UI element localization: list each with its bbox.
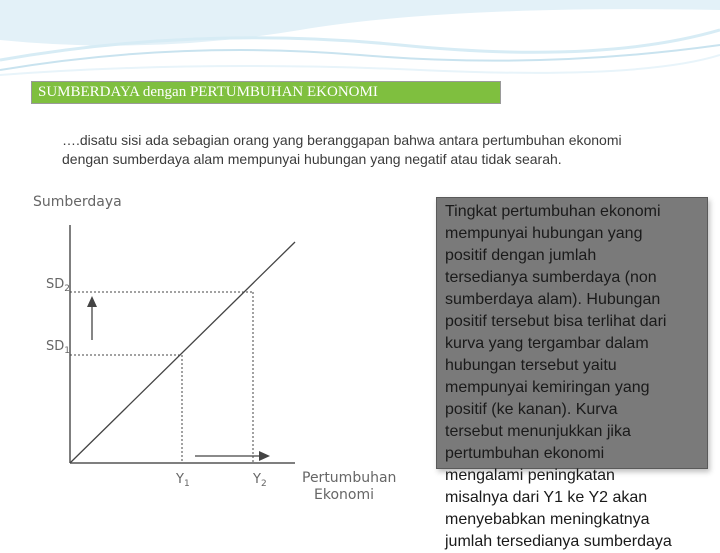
note-line: positif tersebut bisa terlihat dari — [445, 313, 667, 330]
note-line: jumlah tersedianya sumberdaya — [445, 533, 672, 550]
intro-text: ….disatu sisi ada sebagian orang yang beranggapan bahwa antara pertumbuhan ekonomi dengan sumberdaya alam mempunyai hubungan yang negatif atau tidak searah. — [62, 132, 622, 167]
slide-title: SUMBERDAYA dengan PERTUMBUHAN EKONOMI — [38, 84, 378, 100]
diagram-background — [30, 190, 420, 508]
note-line: mempunyai kemiringan yang — [445, 379, 650, 396]
note-line: mempunyai hubungan yang — [445, 225, 643, 242]
title-bar — [31, 81, 501, 104]
decorative-background — [0, 0, 720, 90]
note-line: hubungan tersebut yaitu — [445, 357, 617, 374]
note-line: tersebut menunjukkan jika — [445, 423, 631, 440]
note-line: sumberdaya alam). Hubungan — [445, 291, 661, 308]
note-line: tersedianya sumberdaya (non — [445, 269, 657, 286]
y-axis-label: Sumberdaya — [33, 194, 122, 210]
deco-wave-line-3 — [0, 55, 720, 75]
note-line: misalnya dari Y1 ke Y2 akan — [445, 489, 648, 506]
y2-label: $Y_2$ — [253, 472, 267, 489]
sd2-label: $SD_2$ — [46, 277, 70, 294]
deco-wave-light — [0, 0, 720, 46]
note-line: mengalami peningkatan — [445, 467, 615, 484]
note-line: kurva yang tergambar dalam — [445, 335, 649, 352]
x-axis-label-line1: Pertumbuhan — [302, 470, 397, 486]
note-line: Tingkat pertumbuhan ekonomi — [445, 203, 661, 220]
note-line: pertumbuhan ekonomi — [445, 445, 605, 462]
note-line: positif (ke kanan). Kurva — [445, 401, 618, 418]
note-text — [445, 201, 715, 553]
note-line: positif dengan jumlah — [445, 247, 597, 264]
sd1-label: $SD_1$ — [46, 339, 70, 356]
y1-label: $Y_1$ — [176, 472, 190, 489]
note-line: menyebabkan meningkatnya — [445, 511, 650, 528]
growth-resource-diagram — [30, 190, 420, 508]
x-axis-label-line2: Ekonomi — [314, 487, 374, 503]
